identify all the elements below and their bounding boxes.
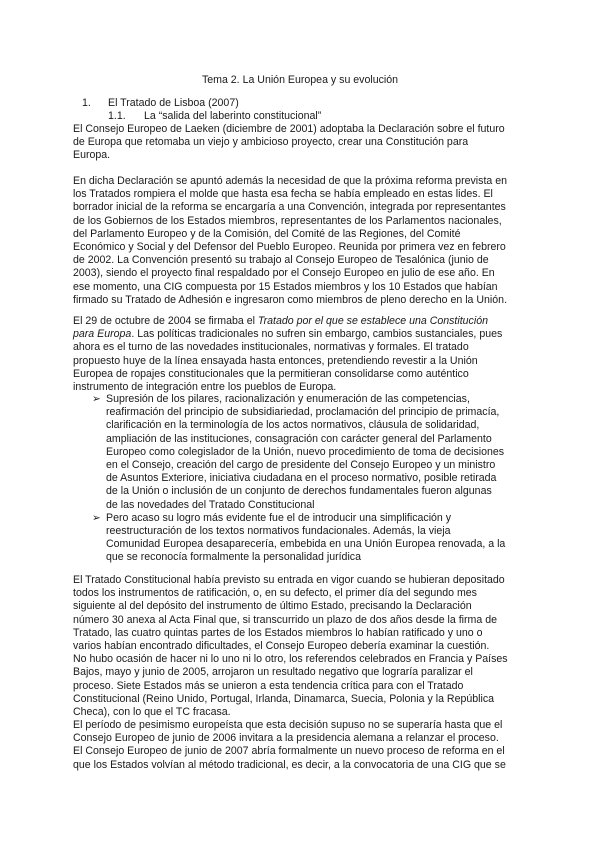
text-line — [73, 328, 533, 341]
text-line: de la Unión o inclusión de un conjunto de derechos fundamentales fueron algunas — [106, 485, 492, 498]
section-heading — [82, 97, 239, 110]
text-line: Europea de ropajes constitucionales que la permitieran consolidarse como auténtico — [73, 367, 469, 380]
paragraph-convencion — [73, 175, 533, 307]
paragraph-ratificacion — [73, 574, 533, 719]
text-line: que se reconocía formalmente la personalidad jurídica — [106, 551, 361, 564]
bullet-list — [92, 393, 532, 565]
text-line: Bajos, mayo y junio de 2005, arrojaron un resultado negativo que lograría paralizar el — [73, 666, 473, 679]
text-line: Pero acaso su logro más evidente fue el de introducir una simplificación y — [106, 511, 452, 524]
text-line: de las novedades del Tratado Constitucional — [106, 498, 315, 511]
text-line: todos los instrumentos de ratificación, o, en su defecto, el primer día del segundo mes — [73, 587, 477, 600]
text-line: 2003), siendo el proyecto final respaldado por el Consejo Europeo en julio de ese año. En — [73, 267, 495, 280]
text-line: Supresión de los pilares, racionalización y enumeración de las competencias, — [106, 393, 470, 405]
text-line: de Asuntos Exteriore, iniciativa ciudadana en el proceso normativo, posible retirada — [106, 472, 497, 485]
list-item — [92, 393, 532, 512]
subsection-heading — [108, 110, 321, 123]
text-line: Checa), con lo que el TC fracasa. — [73, 706, 231, 719]
list-item — [92, 512, 532, 565]
text-line: Europeo como colegislador de la Unión, nuevo procedimiento de toma de decisiones — [106, 445, 505, 458]
text-line: de 2002. La Convención presentó su trabajo al Consejo Europeo de Tesalónica (junio de — [73, 254, 489, 267]
paragraph-tratado-constitucion — [73, 315, 533, 394]
document-title: Tema 2. La Unión Europea y su evolución — [201, 74, 399, 86]
treaty-title-italic: para Europa — [73, 328, 132, 341]
treaty-title-italic: Tratado por el que se establece una Constitución — [257, 315, 488, 327]
text-line: varios habían encontrado dificultades, el Consejo Europeo debería examinar la cuestión. — [73, 640, 490, 653]
arrow-bullet-icon: ➢ — [92, 393, 101, 405]
text-line: proceso. Siete Estados más se unieron a esta tendencia crítica para con el Tratado — [73, 679, 464, 692]
text-line: que los Estados volvían al método tradicional, es decir, a la convocatoria de una CIG que se — [73, 758, 506, 771]
text-line: El Consejo Europeo de junio de 2007 abría formalmente un nuevo proceso de reforma en el — [73, 745, 505, 758]
text-line: siguiente al del depósito del instrumento de último Estado, precisando la Declaración — [73, 600, 472, 613]
text-line: del Parlamento Europeo y de la Comisión, del Comité de las Regiones, del Comité — [73, 227, 461, 240]
text-line: Comunidad Europea desaparecería, embebida en una Unión Europea renovada, a la — [106, 538, 506, 551]
text-line: El Tratado Constitucional había previsto su entrada en vigor cuando se hubieran depositado — [73, 574, 505, 586]
subsection-title: La “salida del laberinto constitucional” — [144, 110, 322, 122]
text-line: los Tratados rompiera el molde que hasta esa fecha se había empleado en estas lides. El — [73, 188, 493, 201]
text-line: ese momento, una CIG compuesta por 15 Estados miembros y los 10 Estados que habían — [73, 280, 498, 293]
subsection-number: 1.1. — [108, 110, 126, 122]
text-line: En dicha Declaración se apuntó además la necesidad de que la próxima reforma prevista en — [73, 175, 508, 187]
text-line: No hubo ocasión de hacer ni lo uno ni lo otro, los referendos celebrados en Francia y Países — [73, 653, 508, 666]
paragraph-pesimismo — [73, 719, 533, 772]
text-line: firmado su Tratado de Adhesión e ingresaron como miembros de pleno derecho en la Unión. — [73, 293, 508, 306]
text-line: reafirmación del principio de subsidiariedad, proclamación del principio de primacía, — [106, 406, 500, 419]
text-line: instrumento de integración entre los pueblos de Europa. — [73, 381, 337, 394]
text-line: Tratado, las cuatro quintas partes de los Estados miembros lo habían ratificado y uno o — [73, 626, 483, 639]
arrow-bullet-icon: ➢ — [92, 511, 101, 524]
section-title: El Tratado de Lisboa (2007) — [108, 97, 239, 109]
section-number: 1. — [82, 97, 91, 109]
text-line: Económico y Social y del Defensor del Pueblo Europeo. Reunida por primera vez en febrero — [73, 241, 506, 254]
text-run: El 29 de octubre de 2004 se firmaba el — [73, 315, 258, 327]
text-line: Constitucional (Reino Unido, Portugal, Irlanda, Dinamarca, Suecia, Polonia y la República — [73, 692, 495, 705]
paragraph-laeken — [73, 123, 533, 163]
text-line: El período de pesimismo europeísta que esta decisión supuso no se superaría hasta que el — [73, 719, 503, 731]
text-line: borrador inicial de la reforma se encargaría a una Convención, integrada por representantes — [73, 201, 506, 214]
text-line: de Europa que retomaba un viejo y ambicioso proyecto, crear una Constitución para — [73, 136, 469, 149]
text-line: ampliación de las instituciones, consagración con carácter general del Parlamento — [106, 432, 492, 445]
text-line: propuesto huye de la línea ensayada hasta entonces, pretendiendo revestir a la Unión — [73, 354, 478, 367]
text-run: . Las políticas tradicionales no sufren sin embargo, cambios sustanciales, pues — [131, 328, 503, 341]
text-line — [73, 315, 533, 328]
text-line: Europa. — [73, 149, 111, 162]
text-line: clarificación en la terminología de los actos normativos, cláusula de solidaridad, — [106, 419, 480, 432]
text-line: número 30 anexa al Acta Final que, si transcurrido un plazo de dos años desde la firma de — [73, 613, 498, 626]
text-line: Consejo Europeo de junio de 2006 invitara a la presidencia alemana a relanzar el proceso. — [73, 732, 499, 745]
text-line: El Consejo Europeo de Laeken (diciembre de 2001) adoptaba la Declaración sobre el futuro — [73, 123, 505, 135]
text-line: en el Consejo, creación del cargo de presidente del Consejo Europeo y un ministro — [106, 459, 496, 472]
text-line: reestructuración de los textos normativos fundacionales. Además, la vieja — [106, 525, 451, 538]
text-line: de los Gobiernos de los Estados miembros, representantes de los Parlamentos nacionales, — [73, 214, 502, 227]
text-line: ahora es el turno de las novedades institucionales, normativas y formales. El tratado — [73, 341, 469, 354]
